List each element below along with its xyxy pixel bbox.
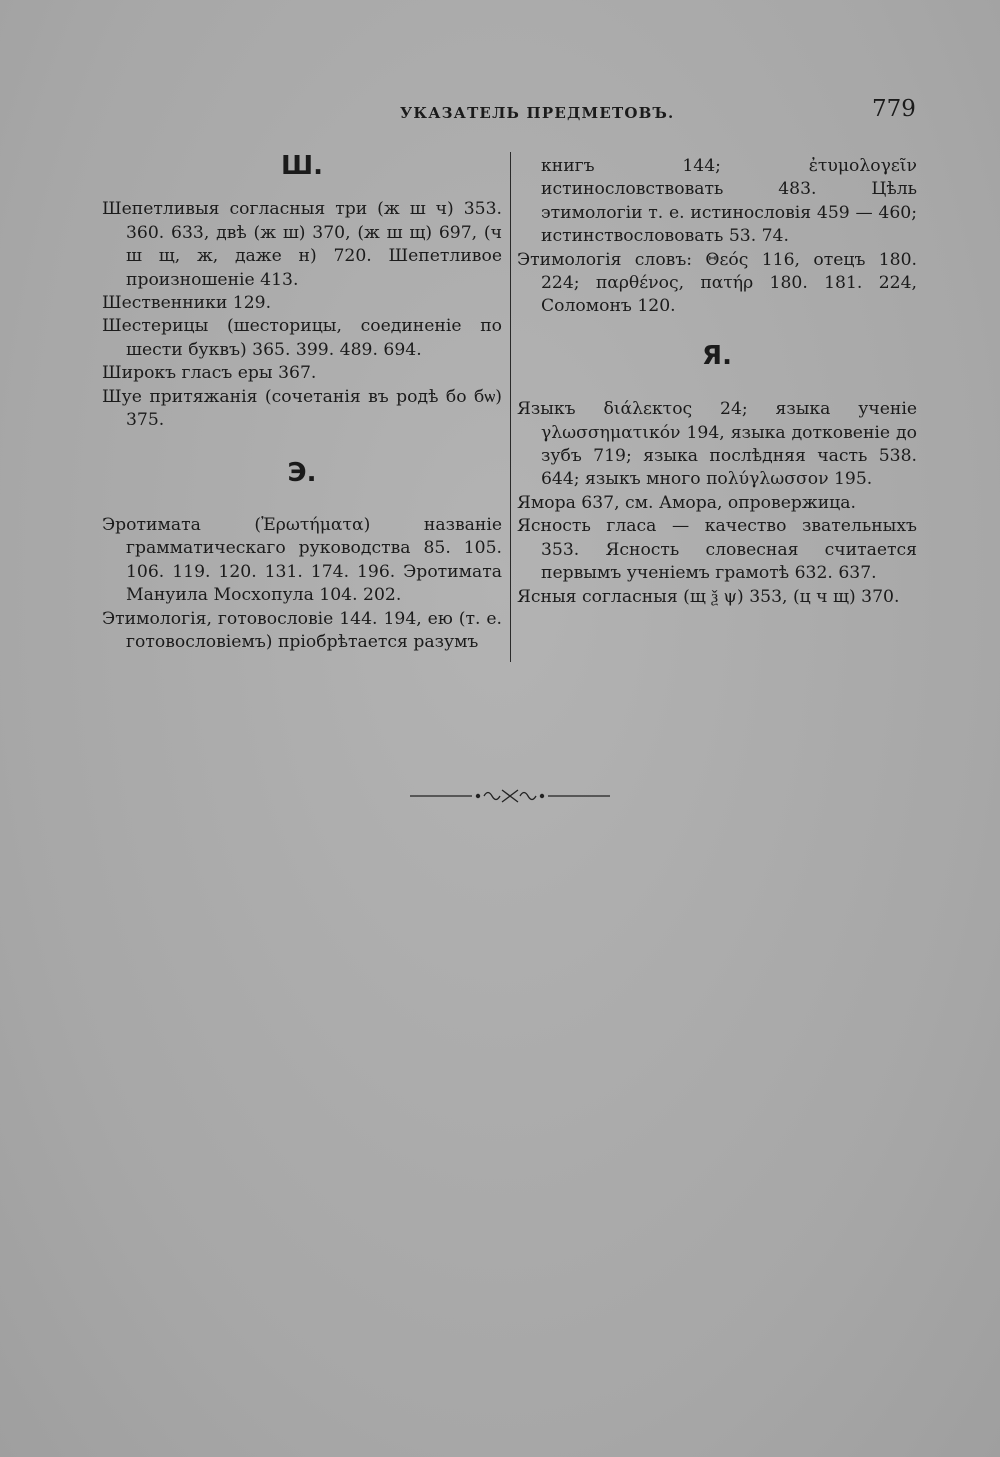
index-entry: Эротимата (Ἐρωτήματα) названіе грамматическаго руководства 85. 105. 106. 119. 120. 131. 174. 196. Эротимата Мануила Мосхопула 104. 202. [102, 514, 502, 606]
column-divider [510, 152, 511, 662]
index-entry: Этимологія, готовословіе 144. 194, ею (т. е. готовословіемъ) пріобрѣтается разумъ [102, 608, 502, 652]
section-letter-e: Э. [287, 458, 317, 489]
index-entry: Шепетливыя согласныя три (ж ш ч) 353. 360. 633, двѣ (ж ш) 370, (ж ш щ) 697, (ч ш щ, ж, даже н) 720. Шепетливое произношеніе 413. [102, 199, 502, 290]
section-letter-ya: Я. [702, 340, 732, 371]
index-entry: Шуе притяжанія (сочетанія въ родѣ бо бѡ) 375. [102, 386, 502, 431]
left-column [102, 151, 502, 654]
index-entry: Ямора 637, см. Амора, опровержица. [517, 492, 856, 513]
index-entry-continuation: книгъ 144; ἐτυμολογεῖν истинословствовать 483. Цѣль этимологіи т. е. истинословія 459 — 460; истинствослововать 53. 74. [541, 156, 917, 247]
end-ornament [410, 786, 610, 806]
index-entry: Широкъ гласъ еры 367. [102, 363, 317, 384]
index-entry: Языкъ διάλεκτος 24; языка ученіе γλωσσηματικόν 194, языка дотковеніе до зубъ 719; языка послѣдняя часть 538. 644; языкъ много πολύγλωσσον 195. [517, 399, 917, 490]
index-entry: Ясныя согласныя (щ ѯ ψ) 353, (ц ч щ) 370. [517, 586, 900, 607]
index-entry: Этимологія словъ: Θεός 116, отецъ 180. 224; παρθένος, πατήρ 180. 181. 224, Соломонъ 120. [517, 249, 917, 317]
section-letter-sha: Ш. [281, 151, 323, 181]
page-number: 779 [872, 96, 916, 122]
index-entry: Ясность гласа — качество звательныхъ 353. Ясность словесная считается первымъ ученіемъ грамотѣ 632. 637. [517, 516, 917, 584]
running-title: УКАЗАТЕЛЬ ПРЕДМЕТОВЪ. [400, 104, 675, 122]
index-entry: Шественники 129. [102, 293, 272, 314]
right-column [517, 155, 917, 609]
index-entry: Шестерицы (шесторицы, соединеніе по шести буквъ) 365. 399. 489. 694. [102, 316, 502, 360]
